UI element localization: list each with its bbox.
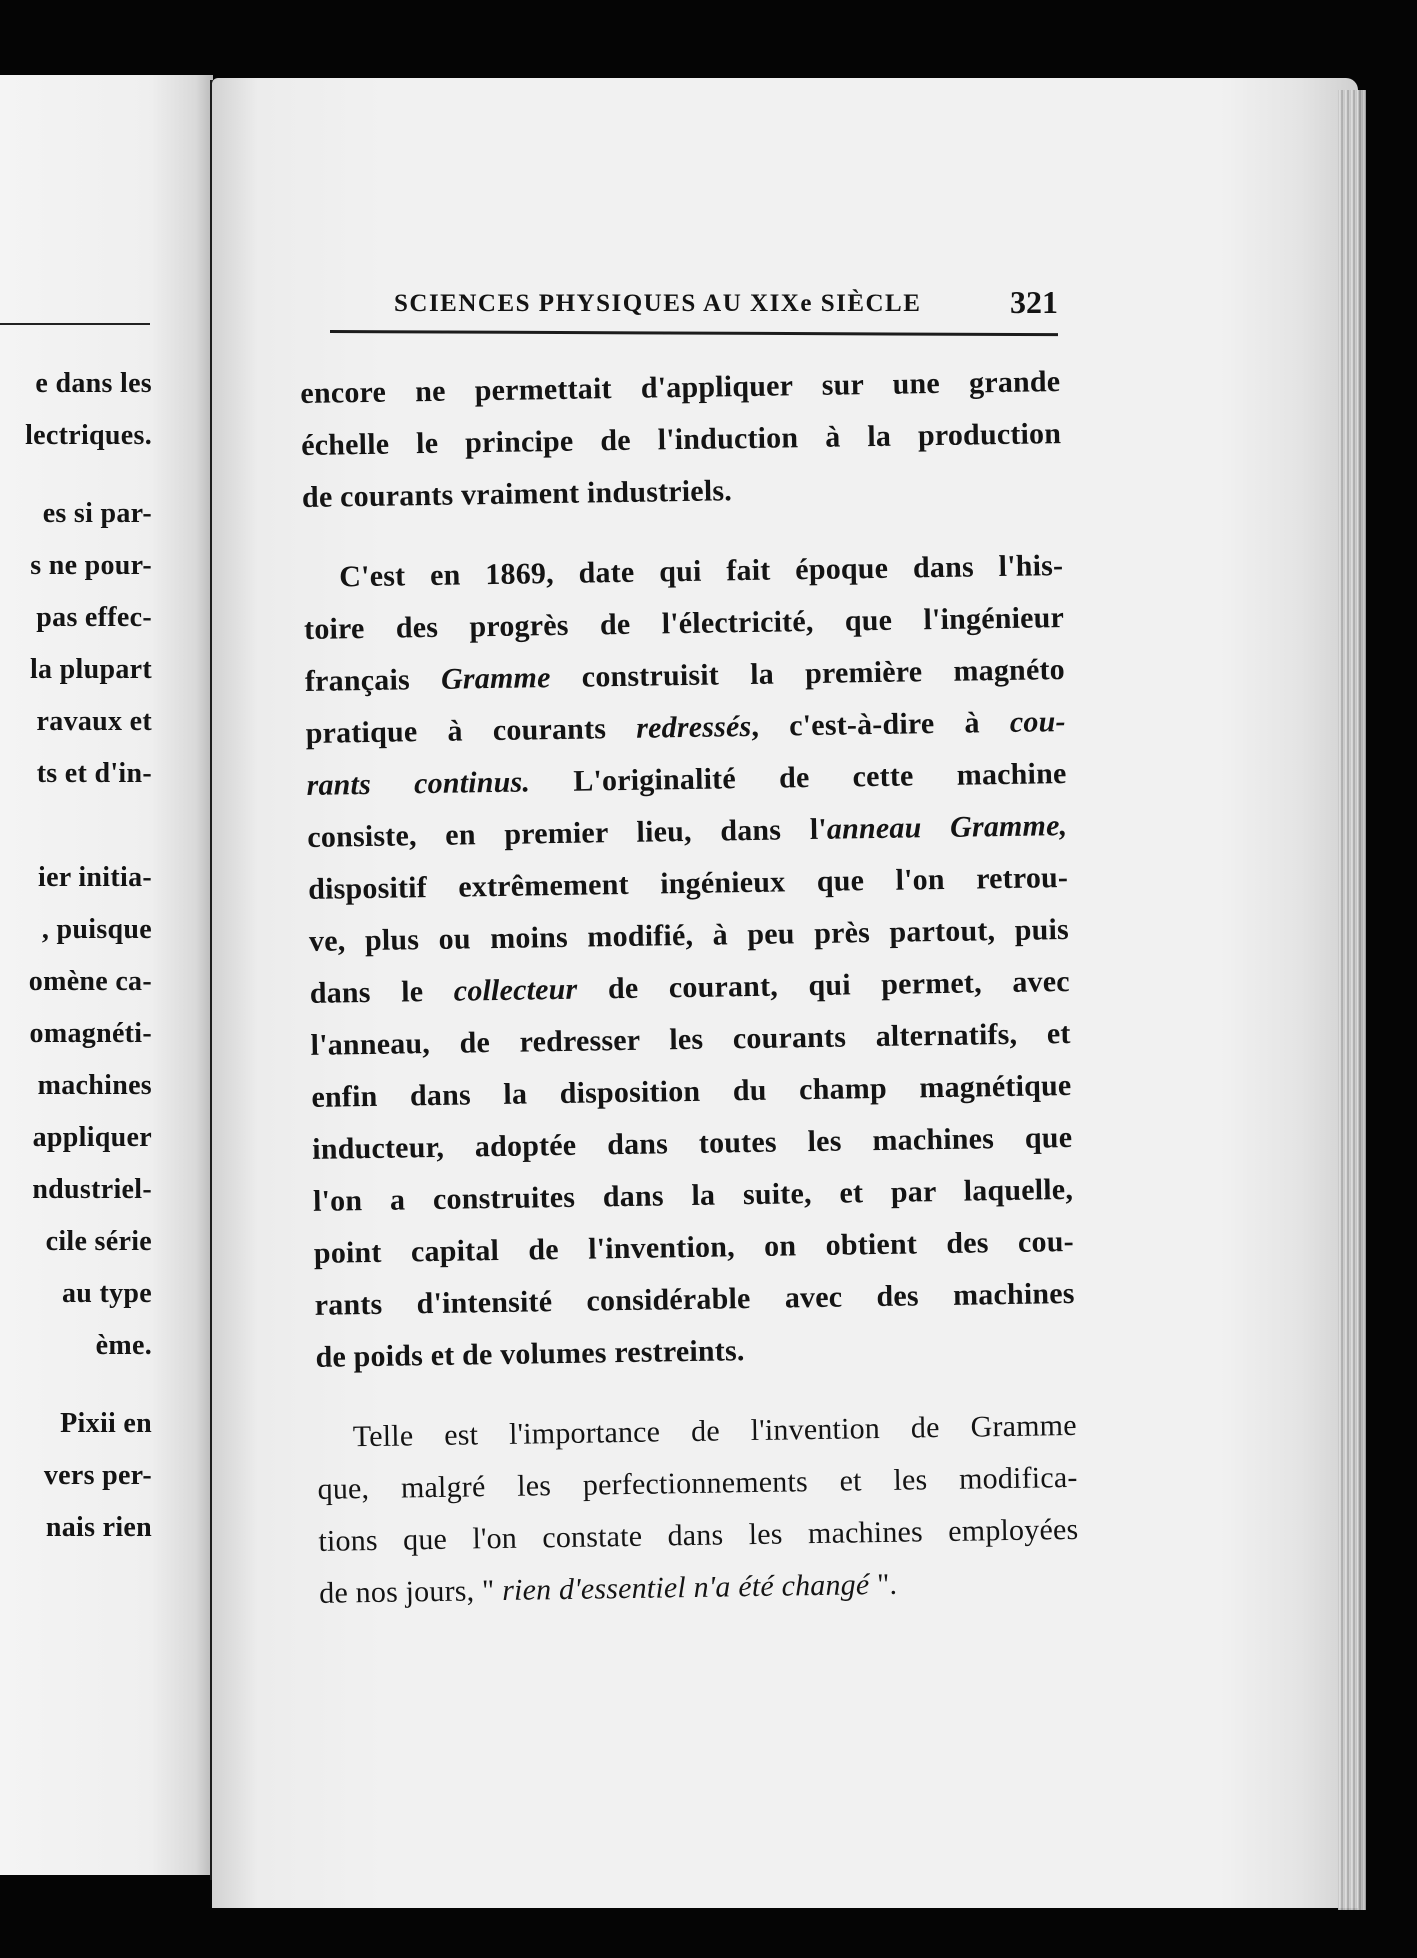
previous-page-line: ème.	[95, 1330, 152, 1361]
italic-text: cou-	[1009, 705, 1066, 739]
previous-page-line: Pixii en	[60, 1408, 152, 1439]
italic-text: rants continus.	[306, 765, 531, 802]
text-line: de nos jours, " rien d'essentiel n'a été changé ".	[318, 1567, 898, 1610]
previous-page-line: ndustriel-	[32, 1174, 152, 1205]
page-fore-edge	[1338, 90, 1366, 1910]
text-line: que, malgré les perfectionnements et les modifica-	[317, 1460, 1078, 1506]
text-line: échelle le principe de l'induction à la production	[300, 417, 1062, 462]
italic-text: Gramme	[440, 661, 551, 696]
previous-page-line: ts et d'in-	[36, 758, 152, 789]
italic-text: redressés	[636, 709, 752, 745]
text-line: pratique à courants redressés, c'est-à-dire à cou-	[305, 705, 1066, 750]
previous-page-line: machines	[37, 1070, 152, 1101]
previous-page-line: cile série	[45, 1226, 152, 1257]
text-line: Telle est l'importance de l'invention de Gramme	[352, 1408, 1077, 1454]
text-line: rants d'intensité considérable avec des machines	[314, 1276, 1075, 1322]
running-header	[394, 284, 1058, 324]
previous-page-line: omène ca-	[28, 966, 152, 997]
text-line: tions que l'on constate dans les machines employées	[318, 1512, 1079, 1558]
previous-page-line: e dans les	[35, 368, 152, 399]
previous-page	[0, 75, 213, 1875]
text-line: de courants vraiment industriels.	[301, 474, 733, 514]
text-line: inducteur, adoptée dans toutes les machines que	[312, 1120, 1073, 1166]
previous-page-line: s ne pour-	[30, 550, 152, 581]
paragraph	[300, 356, 1062, 524]
previous-page-gap	[0, 462, 152, 488]
previous-page-line: nais rien	[45, 1512, 152, 1543]
previous-page-line: au type	[62, 1278, 152, 1309]
body-text	[300, 356, 1080, 1620]
text-line: l'anneau, de redresser les courants alternatifs, et	[310, 1016, 1071, 1062]
previous-page-line: la plupart	[29, 654, 152, 685]
previous-page-gap	[0, 1372, 152, 1398]
text-line: consiste, en premier lieu, dans l'anneau Gramme,	[307, 809, 1068, 854]
italic-text: anneau Gramme,	[826, 809, 1068, 846]
text-line: dispositif extrêmement ingénieux que l'on retrou-	[307, 861, 1069, 906]
page-number: 321	[1010, 284, 1058, 320]
text-line: C'est en 1869, date qui fait époque dans l'his-	[339, 549, 1064, 594]
running-header-title: SCIENCES PHYSIQUES AU XIXe SIÈCLE	[394, 290, 922, 317]
previous-page-line: ier initia-	[38, 862, 152, 893]
previous-page-gap	[0, 800, 152, 852]
previous-page-line: , puisque	[41, 914, 152, 945]
text-line: encore ne permettait d'appliquer sur une grande	[300, 365, 1061, 410]
text-line: dans le collecteur de courant, qui permet, avec	[309, 964, 1070, 1010]
text-line: toire des progrès de l'électricité, que l'ingénieur	[303, 601, 1065, 646]
text-line: de poids et de volumes restreints.	[315, 1334, 745, 1374]
previous-page-line: lectriques.	[25, 420, 152, 451]
previous-page-line: es si par-	[42, 498, 152, 529]
text-line: point capital de l'invention, on obtient des cou-	[313, 1224, 1075, 1270]
text-line: ve, plus ou moins modifié, à peu près partout, puis	[308, 912, 1070, 958]
text-line: l'on a construites dans la suite, et par laquelle,	[312, 1172, 1074, 1218]
previous-page-line: appliquer	[32, 1122, 152, 1153]
text-line: rants continus. L'originalité de cette machine	[306, 757, 1067, 802]
previous-page-text	[0, 358, 152, 1554]
previous-page-header-rule	[0, 323, 150, 325]
paragraph	[303, 540, 1076, 1384]
paragraph	[316, 1400, 1079, 1620]
italic-text: collecteur	[453, 972, 578, 1008]
text-line: enfin dans la disposition du champ magnétique	[311, 1068, 1072, 1114]
previous-page-line: ravaux et	[36, 706, 152, 737]
previous-page-line: omagnéti-	[29, 1018, 152, 1049]
previous-page-line: vers per-	[43, 1460, 152, 1491]
italic-text: rien d'essentiel n'a été changé	[501, 1568, 870, 1607]
previous-page-line: pas effec-	[36, 602, 152, 633]
text-line: français Gramme construisit la première magnéto	[304, 653, 1066, 698]
